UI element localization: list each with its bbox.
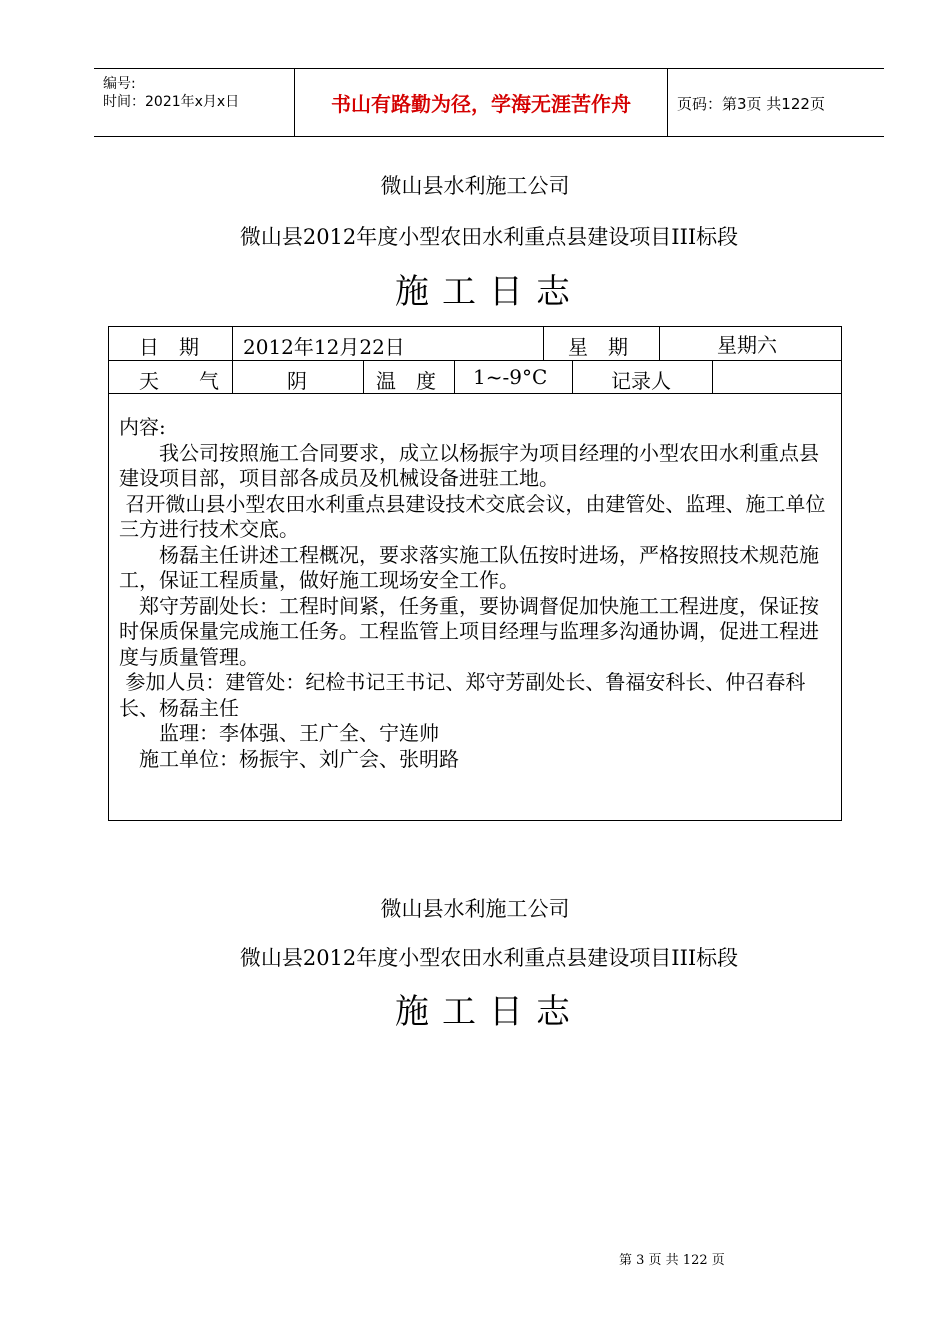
table-col-divider bbox=[454, 360, 455, 393]
recorder-label: 记录人 bbox=[611, 369, 671, 393]
company-title: 微山县水利施工公司 bbox=[380, 897, 570, 921]
content-paragraph: 郑守芳副处长：工程时间紧，任务重，要协调督促加快施工工程进度，保证按时保质保量完成施工任务。工程监管上项目经理与监理多沟通协调，促进工程进度与质量管理。 bbox=[119, 593, 819, 669]
page-header bbox=[94, 68, 884, 137]
content-paragraph: 杨磊主任讲述工程概况，要求落实施工队伍按时进场，严格按照技术规范施工，保证工程质量，做好施工现场安全工作。 bbox=[119, 542, 819, 592]
table-col-divider bbox=[232, 360, 233, 393]
table-col-divider bbox=[659, 327, 660, 360]
temperature-label: 温 度 bbox=[376, 369, 436, 393]
log-title: 施工日志 bbox=[395, 272, 583, 312]
table-col-divider bbox=[712, 360, 713, 393]
table-col-divider bbox=[232, 327, 233, 360]
company-title: 微山县水利施工公司 bbox=[380, 174, 570, 198]
table-col-divider bbox=[543, 327, 544, 360]
time-label: 时间：2021年x月x日 bbox=[103, 94, 240, 110]
content-paragraph: 我公司按照施工合同要求，成立以杨振宇为项目经理的小型农田水利重点县建设项目部，项目部各成员及机械设备进驻工地。 bbox=[119, 440, 819, 490]
table-col-divider bbox=[363, 360, 364, 393]
log-table bbox=[108, 326, 842, 821]
log-title: 施工日志 bbox=[395, 992, 583, 1032]
temperature-value: 1~-9°C bbox=[473, 365, 548, 389]
content-label: 内容: bbox=[119, 415, 166, 439]
weather-label: 天 气 bbox=[139, 369, 219, 393]
date-value: 2012年12月22日 bbox=[243, 335, 405, 359]
header-meta-cell bbox=[94, 69, 294, 136]
content-paragraph: 参加人员：建管处：纪检书记王书记、郑守芳副处长、鲁福安科长、仲召春科长、杨磊主任 bbox=[119, 670, 806, 720]
header-divider bbox=[667, 69, 668, 136]
table-col-divider bbox=[572, 360, 573, 393]
content-paragraph: 施工单位：杨振宇、刘广会、张明路 bbox=[119, 746, 459, 771]
weekday-value: 星期六 bbox=[717, 333, 777, 357]
weather-value: 阴 bbox=[287, 369, 307, 393]
content-paragraph: 监理：李体强、王广全、宁连帅 bbox=[119, 721, 439, 745]
header-slogan: 书山有路勤为径，学海无涯苦作舟 bbox=[331, 92, 631, 116]
table-row-divider bbox=[109, 360, 841, 361]
project-title: 微山县2012年度小型农田水利重点县建设项目III标段 bbox=[239, 225, 739, 249]
page-footer: 第 3 页 共 122 页 bbox=[619, 1253, 725, 1268]
weekday-label: 星 期 bbox=[568, 335, 628, 359]
content-paragraph: 召开微山县小型农田水利重点县建设技术交底会议，由建管处、监理、施工单位三方进行技术交底。 bbox=[119, 491, 826, 541]
project-title: 微山县2012年度小型农田水利重点县建设项目III标段 bbox=[239, 946, 739, 970]
serial-label: 编号: bbox=[103, 76, 136, 92]
header-page-info: 页码：第3页 共122页 bbox=[677, 95, 825, 113]
date-label: 日 期 bbox=[139, 335, 199, 359]
log-content bbox=[119, 415, 835, 772]
